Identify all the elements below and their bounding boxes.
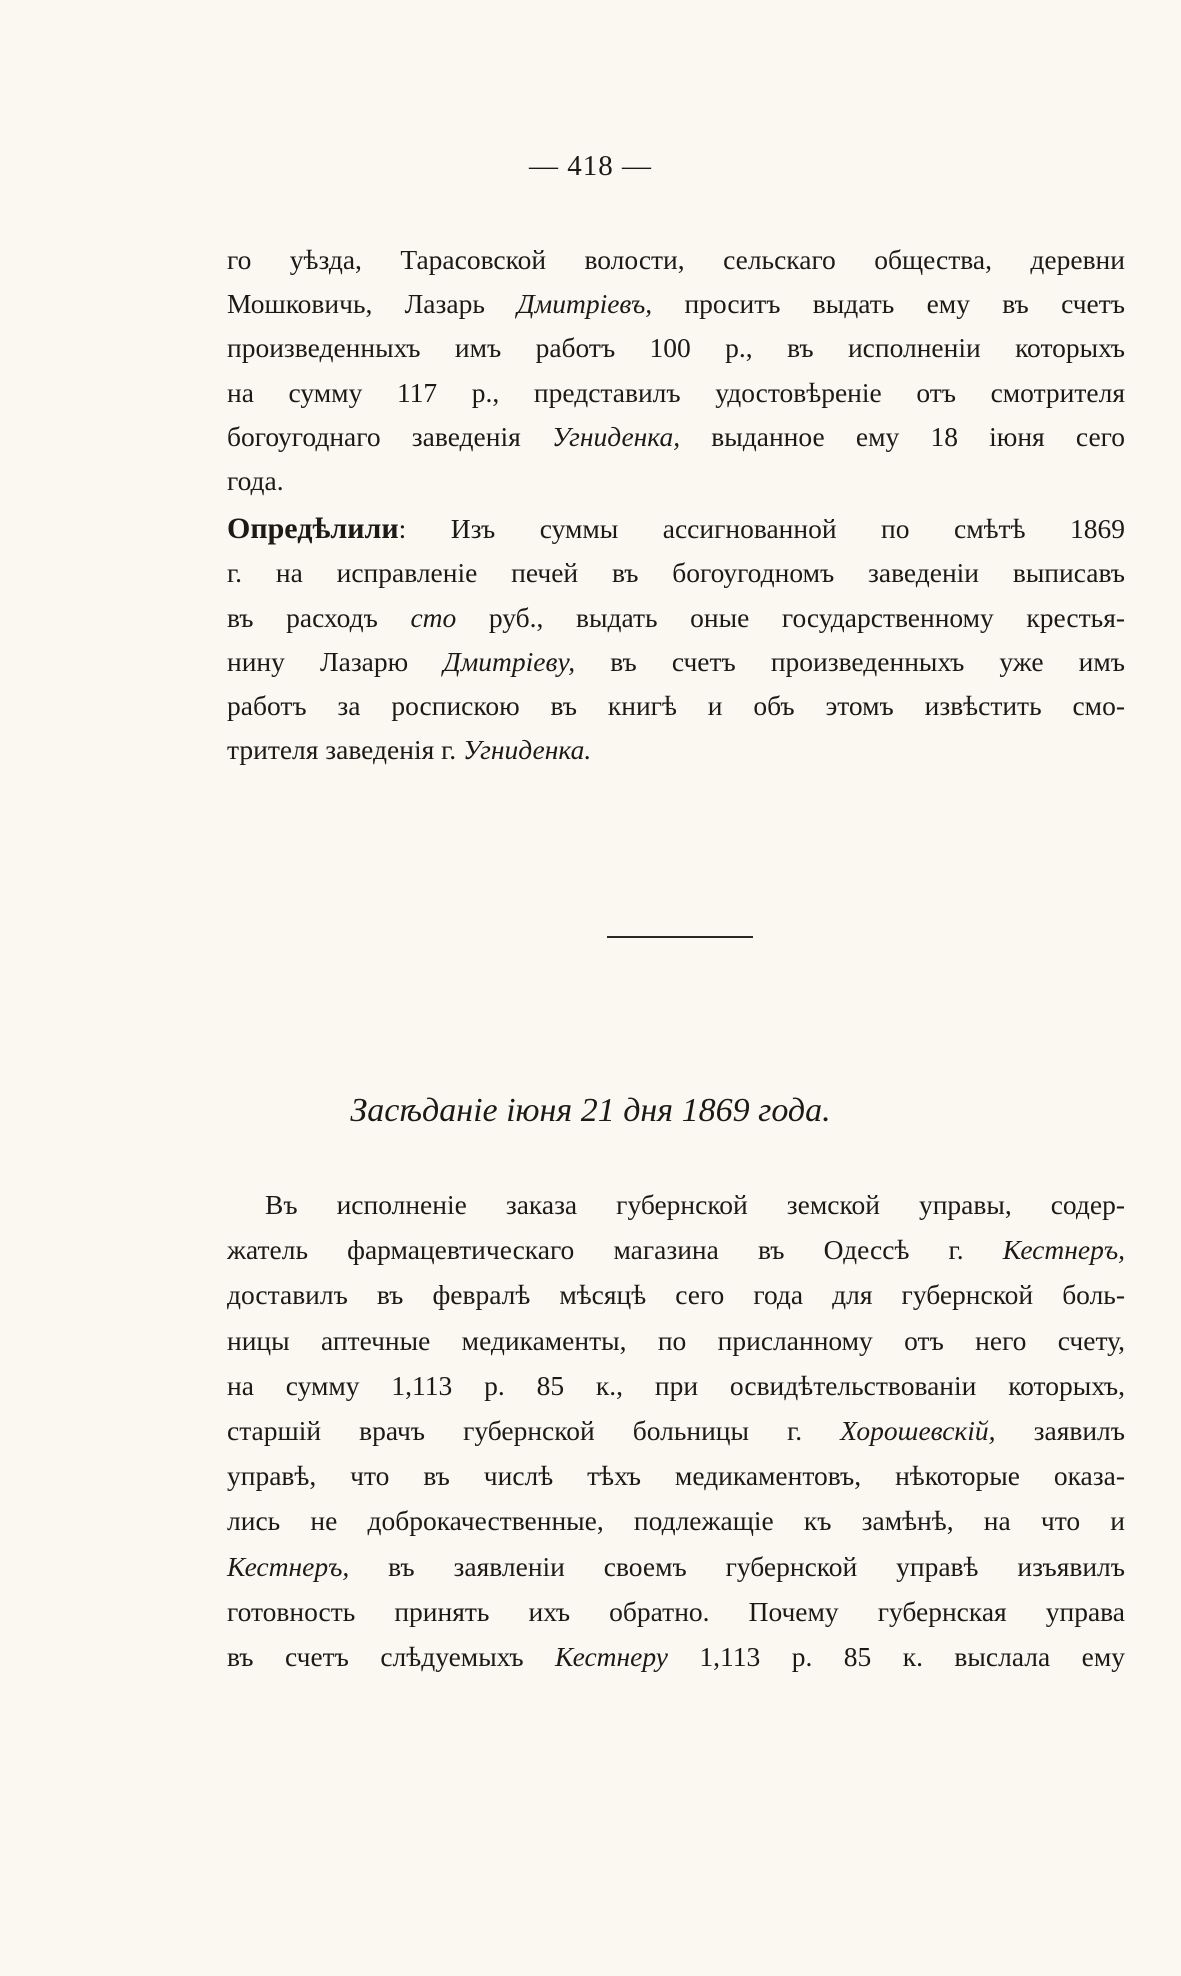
text-segment: работъ за роспискою въ книгѣ и объ этомъ извѣстить смо-	[227, 690, 1125, 722]
decision-paragraph	[227, 507, 1125, 772]
text-segment: ницы аптечные медикаменты, по присланному отъ него счету,	[227, 1324, 1125, 1356]
text-block-bottom	[227, 1182, 1125, 1679]
entry-paragraph-2	[227, 1182, 1125, 1679]
text-segment: Въ исполненіе заказа губернской земской управы, содер-	[265, 1189, 1125, 1220]
text-line	[227, 1408, 1125, 1453]
text-segment: на сумму 1,113 р. 85 к., при освидѣтельствованіи которыхъ,	[227, 1369, 1125, 1401]
text-line	[227, 596, 1125, 640]
session-title: Засѣданіе іюня 21 дня 1869 года.	[350, 1092, 831, 1129]
text-segment: жатель фармацевтическаго магазина въ Одессѣ г.	[227, 1234, 1003, 1266]
text-line	[227, 1318, 1125, 1363]
person-name: Дмитріевъ,	[517, 288, 653, 320]
person-name: Кестнеру	[555, 1641, 668, 1673]
text-line	[227, 1544, 1125, 1589]
text-line	[227, 507, 1125, 551]
text-segment: руб., выдать оные государственному крестья-	[456, 601, 1125, 633]
person-name: Кестнеръ,	[227, 1550, 350, 1582]
text-line	[227, 1272, 1125, 1317]
person-name: Угниденка,	[551, 420, 681, 452]
text-segment: произведенныхъ имъ работъ 100 р., въ исполненіи которыхъ	[227, 332, 1125, 364]
text-block-top	[227, 238, 1125, 772]
text-segment: Мошковичь, Лазарь	[227, 288, 518, 320]
text-segment: старшій врачъ губернской больницы г.	[227, 1415, 841, 1447]
text-segment: трителя заведенія г.	[227, 734, 464, 766]
person-name: Кестнеръ,	[1002, 1234, 1125, 1266]
text-segment: : Изъ суммы ассигнованной по смѣтѣ 1869	[398, 513, 1125, 545]
text-segment: г. на исправленіе печей въ богоугодномъ заведеніи выписавъ	[227, 557, 1125, 589]
decision-heading: Опредѣлили	[227, 512, 399, 546]
text-line	[227, 1498, 1125, 1543]
text-segment: въ расходъ	[227, 601, 411, 633]
text-segment: года.	[227, 465, 284, 497]
text-line	[227, 1634, 1125, 1679]
text-segment: управѣ, что въ числѣ тѣхъ медикаментовъ, нѣкоторые оказа-	[227, 1460, 1125, 1492]
text-segment: заявилъ	[995, 1415, 1125, 1447]
text-segment: проситъ выдать ему въ счетъ	[652, 288, 1125, 320]
text-line	[227, 551, 1125, 595]
person-name: Угниденка.	[463, 734, 592, 766]
text-line	[227, 1363, 1125, 1408]
text-line	[227, 371, 1125, 415]
text-line	[227, 326, 1125, 370]
section-divider	[607, 936, 753, 938]
text-segment: въ счетъ произведенныхъ уже имъ	[575, 645, 1126, 677]
text-line	[227, 684, 1125, 728]
text-line	[227, 459, 1125, 503]
text-segment: нину Лазарю	[227, 645, 444, 677]
text-line	[227, 415, 1125, 459]
text-segment: готовность принять ихъ обратно. Почему губернская управа	[227, 1595, 1125, 1627]
text-line	[227, 238, 1125, 282]
text-segment: на сумму 117 р., представилъ удостовѣреніе отъ смотрителя	[227, 376, 1125, 408]
text-segment: въ заявленіи своемъ губернской управѣ изъявилъ	[349, 1550, 1125, 1582]
text-segment: го уѣзда, Тарасовской волости, сельскаго общества, деревни	[227, 244, 1125, 275]
page-number: — 418 —	[529, 150, 652, 182]
text-line	[227, 728, 1125, 772]
text-line	[227, 282, 1125, 326]
text-segment: выданное ему 18 іюня сего	[680, 420, 1125, 452]
person-name: Дмитріеву,	[443, 645, 576, 677]
text-segment: въ счетъ слѣдуемыхъ	[227, 1641, 556, 1673]
person-name: сто	[410, 601, 457, 633]
text-segment: 1,113 р. 85 к. выслала ему	[667, 1641, 1126, 1673]
text-line	[227, 1589, 1125, 1634]
text-segment: лись не доброкачественные, подлежащіе къ замѣнѣ, на что и	[227, 1505, 1125, 1537]
person-name: Хорошевскій,	[840, 1415, 996, 1447]
text-line	[227, 1453, 1125, 1498]
text-line	[227, 1182, 1125, 1227]
text-line	[227, 640, 1125, 684]
text-segment: богоугоднаго заведенія	[227, 420, 552, 452]
text-segment: доставилъ въ февралѣ мѣсяцѣ сего года для губернской боль-	[227, 1279, 1125, 1311]
entry-paragraph	[227, 238, 1125, 503]
text-line	[227, 1227, 1125, 1272]
